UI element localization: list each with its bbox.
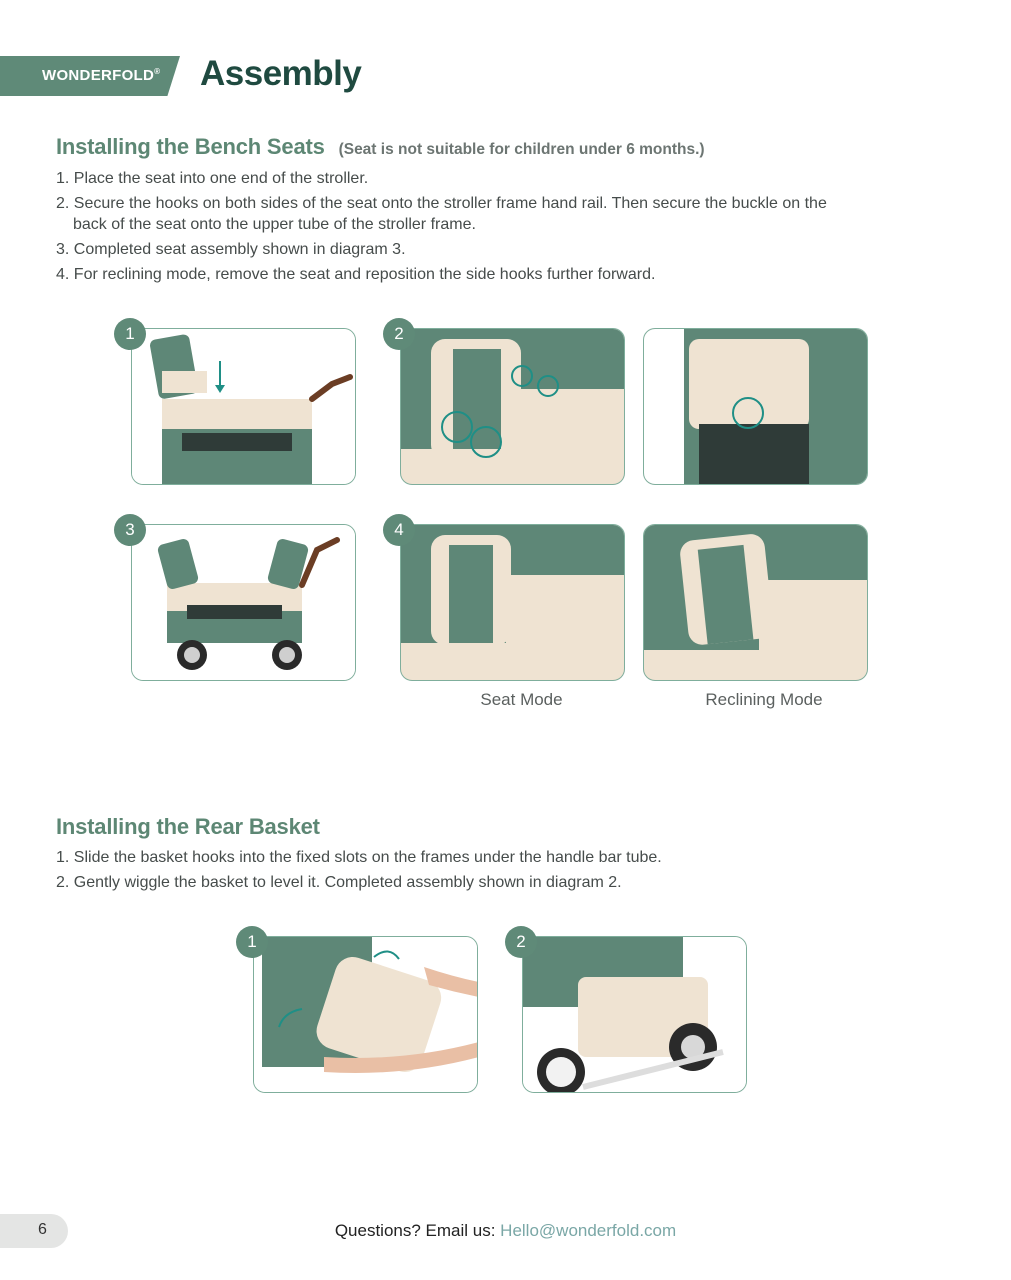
footer-contact	[0, 1221, 1011, 1241]
bench-photo-step1	[131, 328, 356, 485]
bench-photo-reclining-mode	[643, 524, 868, 681]
footer-prompt: Questions? Email us:	[334, 1221, 501, 1240]
basket-step-1: 1. Slide the basket hooks into the fixed slots on the frames under the handle bar tube.	[56, 849, 662, 866]
bench-section-heading	[56, 134, 705, 160]
brand-registered-mark: ®	[154, 67, 161, 76]
seat-buckle-closeup-illustration	[644, 329, 868, 485]
page-title: Assembly	[200, 54, 362, 93]
footer-email-link[interactable]: Hello@wonderfold.com	[500, 1221, 677, 1240]
seat-hooks-closeup-illustration	[401, 329, 625, 485]
caption-seat-mode: Seat Mode	[480, 690, 563, 709]
basket-section-heading: Installing the Rear Basket	[56, 814, 320, 839]
bench-heading-text: Installing the Bench Seats	[56, 134, 325, 159]
stroller-seat-insert-illustration	[132, 329, 356, 485]
bench-photo-step2	[400, 328, 625, 485]
seat-mode-illustration	[401, 525, 625, 681]
basket-step-badge-1: 1	[236, 926, 268, 958]
bench-step-badge-2: 2	[383, 318, 415, 350]
basket-photo-step1	[253, 936, 478, 1093]
bench-photo-step3	[131, 524, 356, 681]
bench-step-3: 3. Completed seat assembly shown in diagram 3.	[56, 241, 406, 258]
basket-steps-list	[56, 847, 936, 897]
page-number: 6	[38, 1221, 47, 1238]
bench-photo-step2-buckle	[643, 328, 868, 485]
brand-name: WONDERFOLD	[42, 67, 155, 84]
brand-logo	[42, 67, 160, 84]
basket-installed-illustration	[523, 937, 747, 1093]
bench-step-badge-3: 3	[114, 514, 146, 546]
basket-photo-step2	[522, 936, 747, 1093]
basket-step-2: 2. Gently wiggle the basket to level it. Completed assembly shown in diagram 2.	[56, 874, 622, 891]
bench-step-1: 1. Place the seat into one end of the stroller.	[56, 170, 369, 187]
reclining-mode-illustration	[644, 525, 868, 681]
bench-age-note: (Seat is not suitable for children under 6 months.)	[338, 141, 705, 158]
basket-hooks-illustration	[254, 937, 478, 1093]
basket-step-badge-2: 2	[505, 926, 537, 958]
completed-stroller-illustration	[132, 525, 356, 681]
bench-photo-seat-mode	[400, 524, 625, 681]
bench-step-badge-1: 1	[114, 318, 146, 350]
bench-step-4: 4. For reclining mode, remove the seat and reposition the side hooks further forward.	[56, 266, 656, 283]
bench-steps-list	[56, 168, 936, 289]
bench-step-2: 2. Secure the hooks on both sides of the seat onto the stroller frame hand rail. Then secure the buckle on the back of the seat onto the upper tube of the stroller frame.	[56, 195, 827, 233]
caption-reclining-mode: Reclining Mode	[705, 690, 823, 709]
bench-step-badge-4: 4	[383, 514, 415, 546]
